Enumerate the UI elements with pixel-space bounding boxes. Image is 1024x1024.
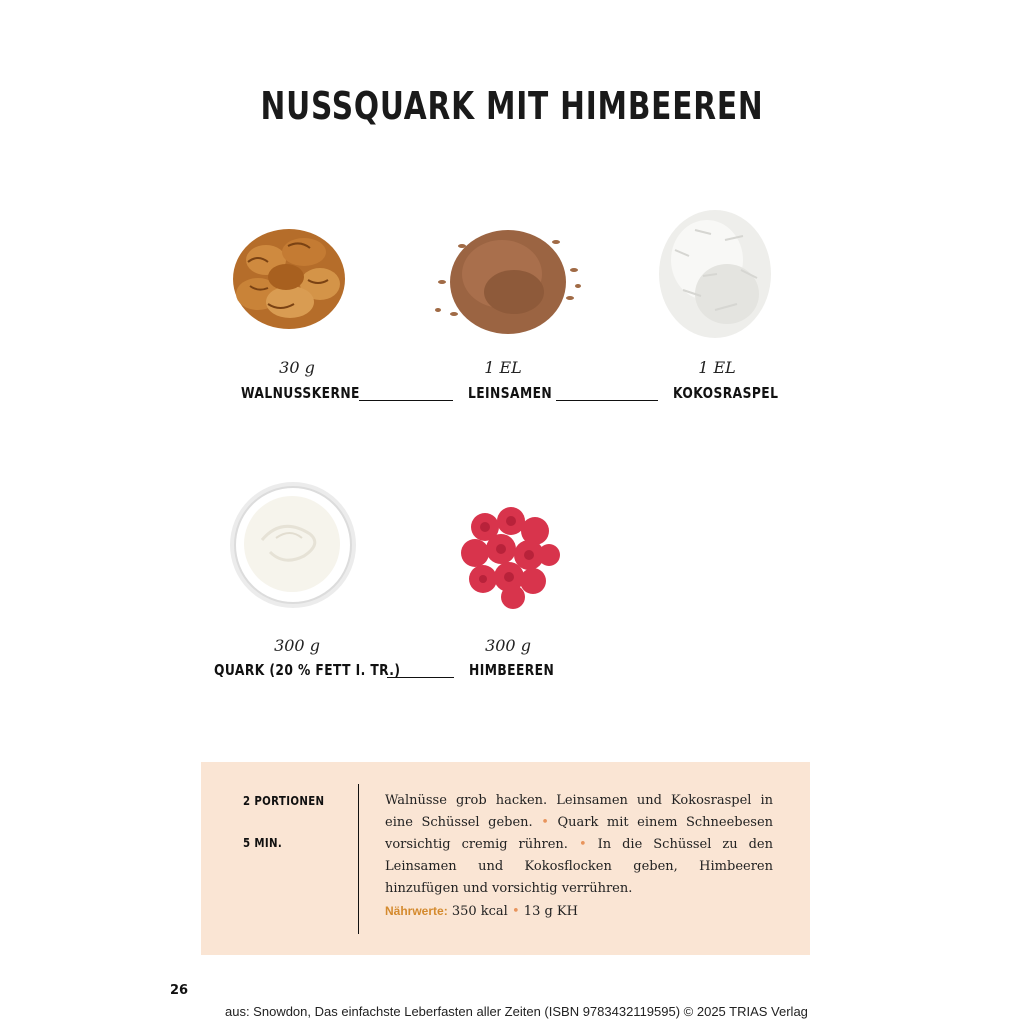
- separator-dot: •: [541, 815, 549, 830]
- ingredient-name-quark: QUARK (20 % FETT I. TR.): [214, 661, 401, 679]
- instructions-box: [201, 762, 810, 955]
- amount-raspberries: 300 g: [485, 636, 531, 655]
- step-3: In die Schüssel zu den Leinsamen und Kokosflocken geben, Himbeeren hinzufügen und vorsichtig verrühren.: [385, 837, 773, 896]
- time-label: 5 MIN.: [243, 836, 283, 850]
- instructions-text: [385, 790, 773, 923]
- amount-walnuts: 30 g: [279, 358, 315, 377]
- nutrition-label: Nährwerte:: [385, 904, 448, 918]
- connector-line: [359, 400, 453, 401]
- portions-label: 2 PORTIONEN: [243, 794, 325, 808]
- page-title: NUSSQUARK MIT HIMBEEREN: [260, 84, 764, 128]
- nutrition-line: [385, 904, 578, 919]
- step-2: Quark mit einem Schneebesen vorsichtig cremig rühren.: [385, 815, 774, 852]
- connector-line: [387, 677, 454, 678]
- separator-dot: •: [578, 837, 587, 852]
- nutrition-kcal: 350 kcal: [451, 904, 508, 919]
- ingredient-name-walnuts: WALNUSSKERNE: [241, 384, 360, 402]
- raspberries-image: [455, 505, 563, 611]
- quark-bowl-image: [228, 480, 358, 610]
- divider-line: [358, 784, 359, 934]
- ingredient-name-coconut: KOKOSRASPEL: [673, 384, 779, 402]
- page-number: 26: [170, 983, 189, 998]
- linseed-image: [432, 222, 584, 340]
- amount-quark: 300 g: [274, 636, 320, 655]
- amount-coconut: 1 EL: [698, 358, 736, 377]
- step-1: Walnüsse grob hacken. Leinsamen und Kokosraspel in eine Schüssel geben.: [385, 793, 773, 830]
- amount-linseed: 1 EL: [484, 358, 522, 377]
- ingredient-name-linseed: LEINSAMEN: [468, 384, 553, 402]
- walnuts-image: [228, 222, 350, 334]
- source-footer: aus: Snowdon, Das einfachste Leberfasten aller Zeiten (ISBN 9783432119595) © 2025 TRIAS Verlag: [225, 1004, 808, 1019]
- connector-line: [556, 400, 658, 401]
- separator-dot: •: [511, 904, 520, 919]
- ingredient-name-raspberries: HIMBEEREN: [469, 661, 555, 679]
- nutrition-carbs: 13 g KH: [523, 904, 578, 919]
- coconut-flakes-image: [655, 200, 775, 342]
